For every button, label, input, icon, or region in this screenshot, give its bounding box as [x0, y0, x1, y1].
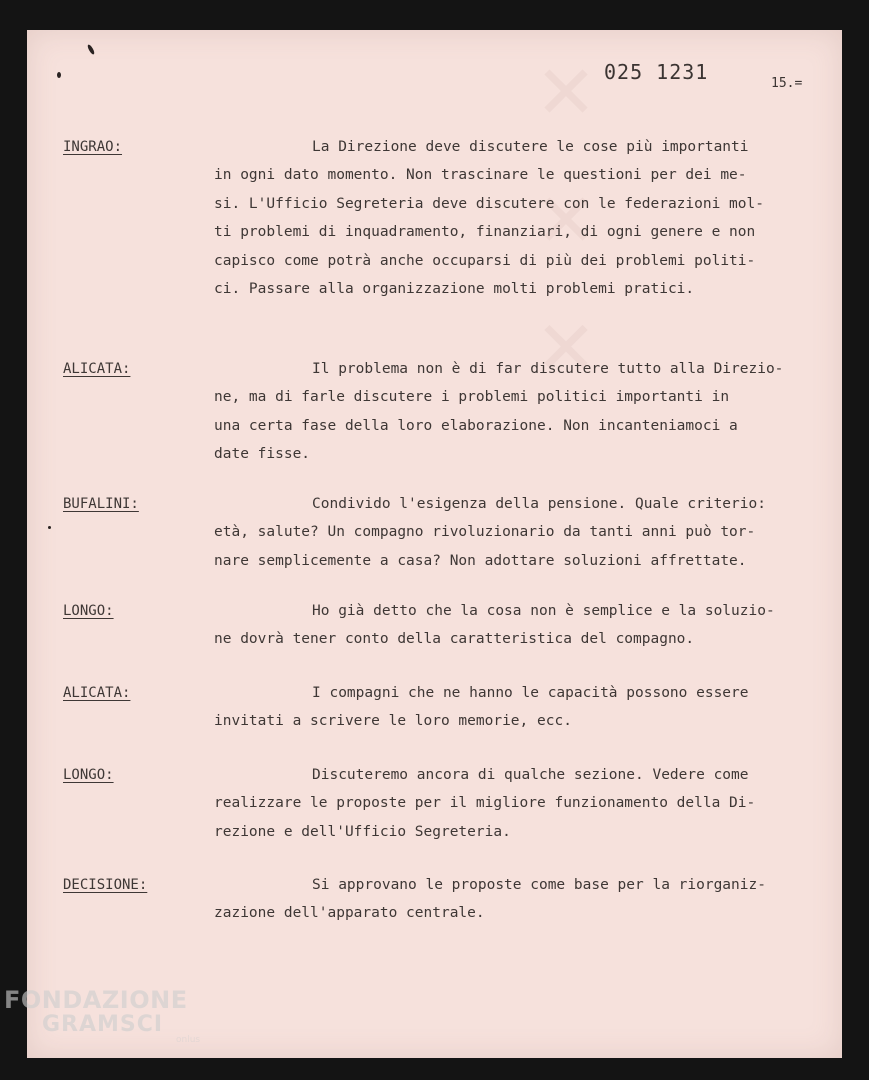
text-line: ne, ma di farle discutere i problemi politici importanti in: [214, 389, 730, 406]
document-page: [27, 30, 842, 1058]
text-line: in ogni dato momento. Non trascinare le questioni per dei me-: [214, 167, 747, 184]
logo-line-2: GRAMSCI: [42, 1012, 164, 1037]
entry-text: [214, 133, 824, 303]
speaker-label: LONGO:: [63, 603, 114, 619]
text-line: ti problemi di inquadramento, finanziari, di ogni genere e non: [214, 224, 756, 241]
text-line: I compagni che ne hanno le capacità possono essere: [312, 685, 749, 701]
text-line: nare semplicemente a casa? Non adottare soluzioni affrettate.: [214, 552, 747, 569]
text-line: ci. Passare alla organizzazione molti problemi pratici.: [214, 281, 695, 298]
text-line: capisco come potrà anche occuparsi di più dei problemi politi-: [214, 252, 756, 269]
speaker-label: LONGO:: [63, 767, 114, 783]
speaker-label: DECISIONE:: [63, 877, 148, 893]
text-line: invitati a scrivere le loro memorie, ecc.: [214, 713, 572, 730]
page-number: 15.=: [771, 76, 803, 91]
text-line: zazione dell'apparato centrale.: [214, 905, 485, 922]
text-line: età, salute? Un compagno rivoluzionario da tanti anni può tor-: [214, 524, 756, 541]
text-line: Si approvano le proposte come base per la riorganiz-: [312, 877, 766, 893]
speaker-label: ALICATA:: [63, 685, 131, 701]
text-line: Condivido l'esigenza della pensione. Quale criterio:: [312, 496, 766, 512]
entry-text: [214, 761, 824, 846]
entry-text: [214, 490, 824, 575]
document-number: 025 1231: [604, 60, 709, 84]
text-line: La Direzione deve discutere le cose più importanti: [312, 139, 749, 155]
ink-spot: [57, 72, 61, 78]
entry-text: [214, 355, 824, 469]
text-line: una certa fase della loro elaborazione. Non incanteniamoci a: [214, 417, 738, 434]
speaker-label: ALICATA:: [63, 361, 131, 377]
ink-spot: [87, 44, 96, 56]
entry-text: [214, 597, 824, 654]
logo-line-3: onlus: [176, 1035, 201, 1045]
text-line: realizzare le proposte per il migliore funzionamento della Di-: [214, 795, 756, 812]
logo-line-1: FONDAZIONE: [4, 986, 188, 1014]
text-line: si. L'Ufficio Segreteria deve discutere con le federazioni mol-: [214, 195, 764, 212]
text-line: Ho già detto che la cosa non è semplice e la soluzio-: [312, 603, 775, 619]
text-line: Il problema non è di far discutere tutto alla Direzio-: [312, 361, 784, 377]
entry-text: [214, 679, 824, 736]
speaker-label: INGRAO:: [63, 139, 123, 155]
background-watermark: ✕ ✕ ✕: [523, 50, 609, 400]
text-line: Discuteremo ancora di qualche sezione. Vedere come: [312, 767, 749, 783]
ink-spot: [48, 526, 51, 529]
text-line: date fisse.: [214, 446, 311, 463]
speaker-label: BUFALINI:: [63, 496, 139, 512]
fondazione-gramsci-logo: [4, 986, 200, 1045]
text-line: ne dovrà tener conto della caratteristica del compagno.: [214, 631, 695, 648]
entry-text: [214, 871, 824, 928]
text-line: rezione e dell'Ufficio Segreteria.: [214, 823, 511, 840]
